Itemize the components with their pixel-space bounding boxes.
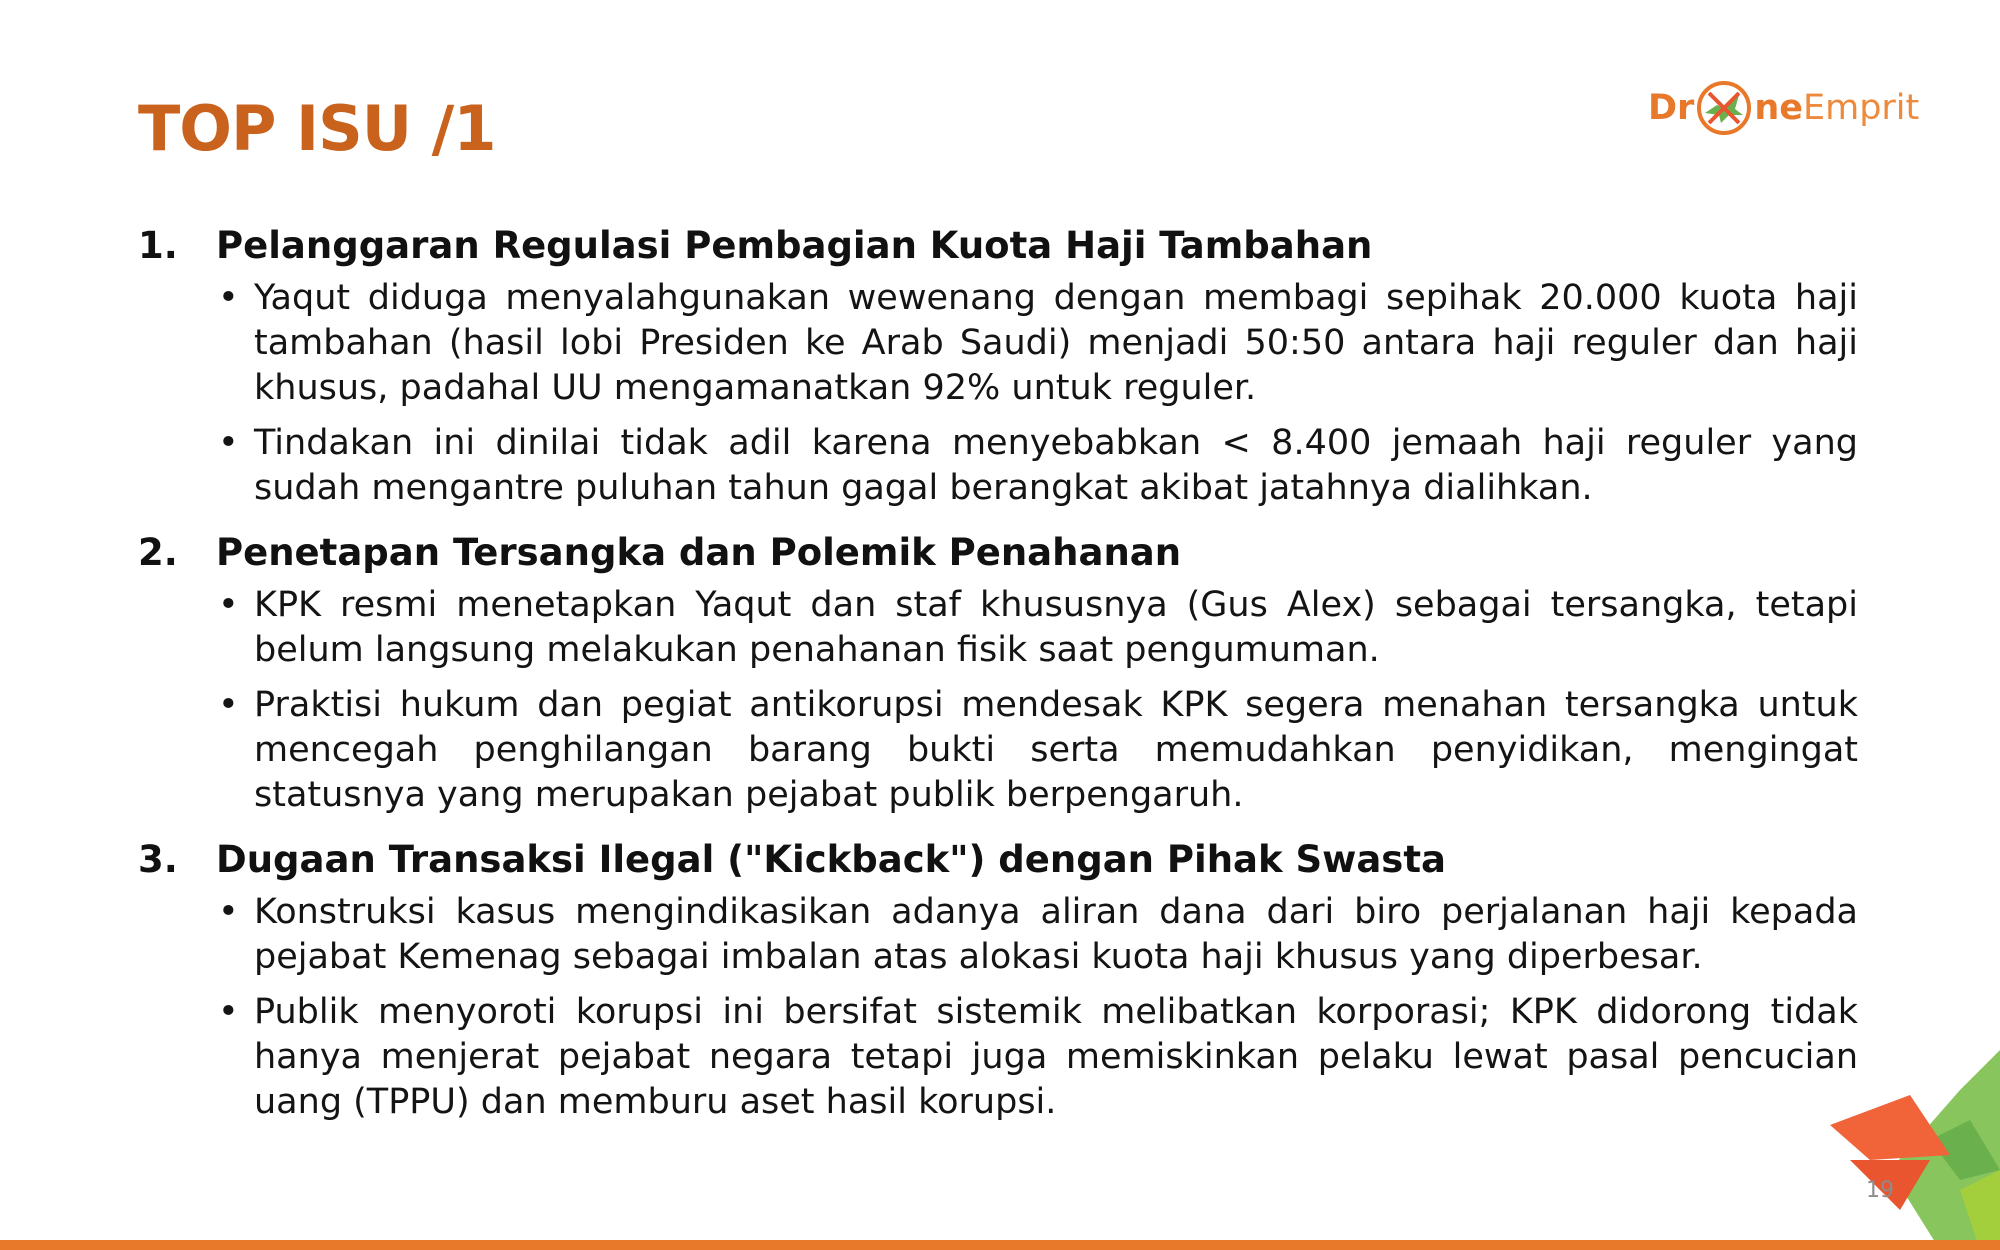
bullet-item: • Yaqut diduga menyalahgunakan wewenang dengan membagi sepihak 20.000 kuota haji tambahan (hasil lobi Presiden ke Arab Saudi) menjadi 50:50 antara haji reguler dan haji khusus, padahal UU mengamanatkan 92% untuk reguler. [216,276,1858,411]
issue-number: 1. [138,224,178,267]
issue-list [138,222,1858,1143]
slide-title: TOP ISU /1 [138,92,496,165]
issue-heading [138,529,1858,577]
logo-text-emprit: Emprit [1802,88,1920,128]
issue-section-1 [138,222,1858,511]
issue-bullets [138,890,1858,1125]
issue-heading-text: Penetapan Tersangka dan Polemik Penahanan [216,531,1182,574]
bullet-item: • Publik menyoroti korupsi ini bersifat sistemik melibatkan korporasi; KPK didorong tidak hanya menjerat pejabat negara tetapi juga memiskinkan pelaku lewat pasal pencucian uang (TPPU) dan memburu aset hasil korupsi. [216,990,1858,1125]
issue-heading [138,222,1858,270]
issue-number: 2. [138,531,178,574]
issue-heading [138,836,1858,884]
page-number: 19 [1866,1178,1894,1203]
logo-text-ne: ne [1754,88,1803,128]
issue-bullets [138,276,1858,511]
drone-emprit-logo [1648,70,1919,146]
footer-bar [0,1240,2000,1250]
issue-heading-text: Pelanggaran Regulasi Pembagian Kuota Haji Tambahan [216,224,1373,267]
issue-bullets [138,583,1858,818]
issue-section-2 [138,529,1858,818]
bullet-item: • Tindakan ini dinilai tidak adil karena menyebabkan < 8.400 jemaah haji reguler yang sudah mengantre puluhan tahun gagal berangkat akibat jatahnya dialihkan. [216,421,1858,511]
bullet-item: • KPK resmi menetapkan Yaqut dan staf khususnya (Gus Alex) sebagai tersangka, tetapi belum langsung melakukan penahanan fisik saat pengumuman. [216,583,1858,673]
drone-bird-circle-icon [1695,79,1753,137]
logo-text-dr: Dr [1648,88,1695,128]
issue-heading-text: Dugaan Transaksi Ilegal ("Kickback") dengan Pihak Swasta [216,838,1446,881]
corner-decoration [1810,1050,2000,1250]
issue-section-3 [138,836,1858,1125]
issue-number: 3. [138,838,178,881]
bullet-item: • Konstruksi kasus mengindikasikan adanya aliran dana dari biro perjalanan haji kepada pejabat Kemenag sebagai imbalan atas alokasi kuota haji khusus yang diperbesar. [216,890,1858,980]
bullet-item: • Praktisi hukum dan pegiat antikorupsi mendesak KPK segera menahan tersangka untuk mencegah penghilangan barang bukti serta memudahkan penyidikan, mengingat statusnya yang merupakan pejabat publik berpengaruh. [216,683,1858,818]
